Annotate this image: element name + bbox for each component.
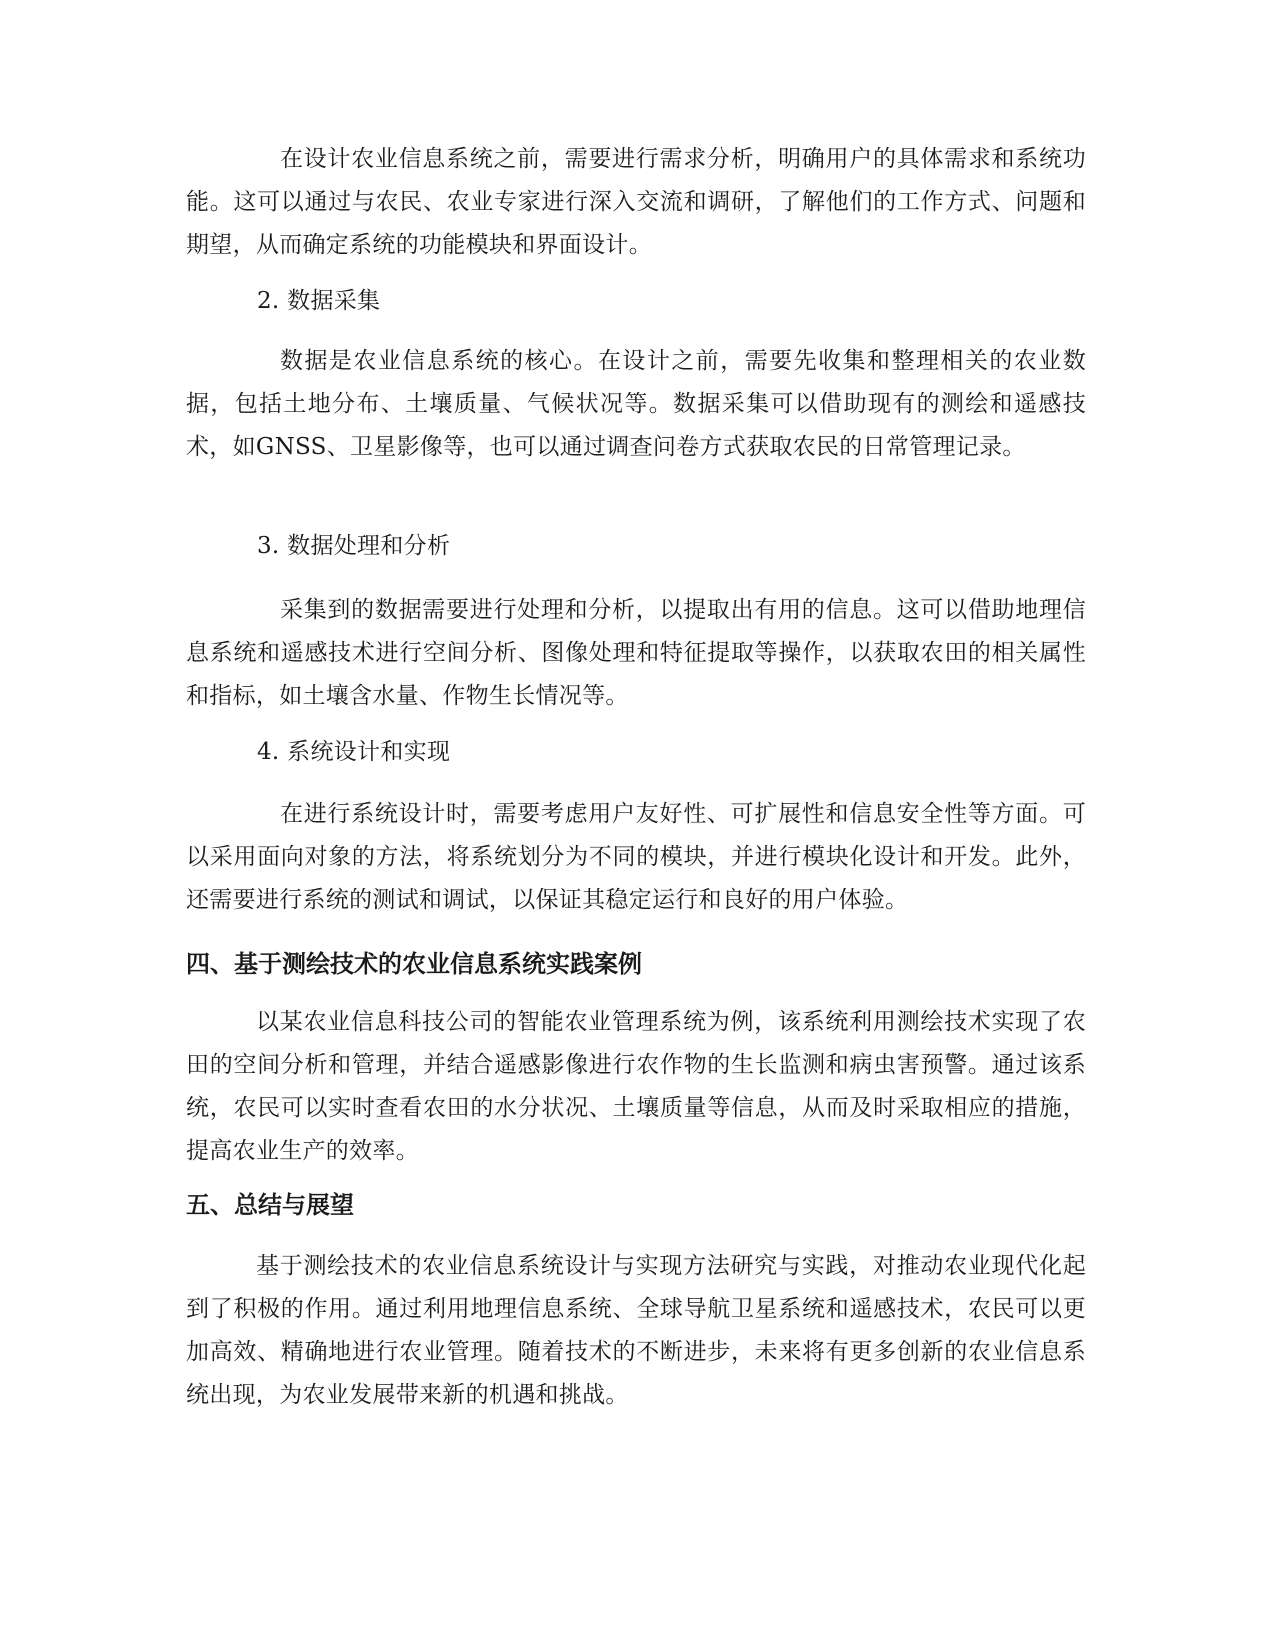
paragraph-system-design: 在进行系统设计时，需要考虑用户友好性、可扩展性和信息安全性等方面。可以采用面向对象的方法，将系统划分为不同的模块，并进行模块化设计和开发。此外，还需要进行系统的测试和调试，以保证其稳定运行和良好的用户体验。 [186,801,1086,913]
subheading-data-processing: 3. 数据处理和分析 [257,533,451,559]
section-title-practice-case: 四、基于测绘技术的农业信息系统实践案例 [186,950,642,978]
subheading-system-design: 4. 系统设计和实现 [257,739,451,765]
paragraph-requirements-analysis: 在设计农业信息系统之前，需要进行需求分析，明确用户的具体需求和系统功能。这可以通过与农民、农业专家进行深入交流和调研，了解他们的工作方式、问题和期望，从而确定系统的功能模块和界面设计。 [186,146,1086,258]
section-title-summary: 五、总结与展望 [186,1191,354,1219]
paragraph-data-collection: 数据是农业信息系统的核心。在设计之前，需要先收集和整理相关的农业数据，包括土地分布、土壤质量、气候状况等。数据采集可以借助现有的测绘和遥感技术，如GNSS、卫星影像等，也可以通过调查问卷方式获取农民的日常管理记录。 [186,348,1086,460]
paragraph-data-processing: 采集到的数据需要进行处理和分析，以提取出有用的信息。这可以借助地理信息系统和遥感技术进行空间分析、图像处理和特征提取等操作，以获取农田的相关属性和指标，如土壤含水量、作物生长情况等。 [186,597,1086,709]
subheading-data-collection: 2. 数据采集 [257,288,381,314]
paragraph-practice-case: 以某农业信息科技公司的智能农业管理系统为例，该系统利用测绘技术实现了农田的空间分析和管理，并结合遥感影像进行农作物的生长监测和病虫害预警。通过该系统，农民可以实时查看农田的水分状况、土壤质量等信息，从而及时采取相应的措施，提高农业生产的效率。 [186,1009,1086,1164]
paragraph-summary: 基于测绘技术的农业信息系统设计与实现方法研究与实践，对推动农业现代化起到了积极的作用。通过利用地理信息系统、全球导航卫星系统和遥感技术，农民可以更加高效、精确地进行农业管理。随着技术的不断进步，未来将有更多创新的农业信息系统出现，为农业发展带来新的机遇和挑战。 [186,1253,1086,1408]
